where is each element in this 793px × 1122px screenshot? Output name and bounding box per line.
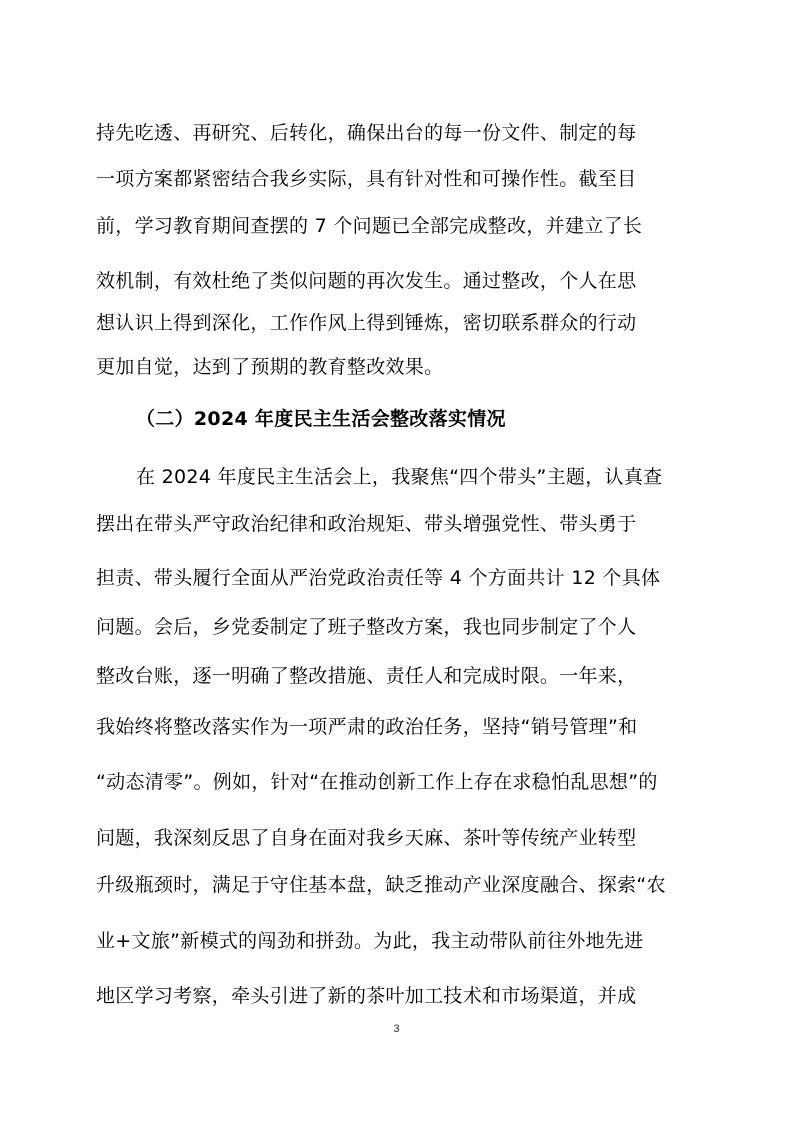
section-heading: （二）2024 年度民主生活会整改落实情况	[136, 408, 506, 430]
text-line: 前，学习教育期间查摆的 7 个问题已全部完成整改，并建立了长	[96, 215, 643, 237]
text-line: 在 2024 年度民主生活会上，我聚焦“四个带头”主题，认真查	[136, 466, 663, 488]
text-line: 摆出在带头严守政治纪律和政治规矩、带头增强党性、带头勇于	[96, 513, 637, 535]
text-line: 想认识上得到深化，工作作风上得到锤炼，密切联系群众的行动	[96, 312, 637, 334]
text-line: “动态清零”。例如，针对“在推动创新工作上存在求稳怕乱思想”的	[96, 771, 658, 793]
text-line: 问题。会后，乡党委制定了班子整改方案，我也同步制定了个人	[96, 616, 637, 638]
text-line: 问题，我深刻反思了自身在面对我乡天麻、茶叶等传统产业转型	[96, 827, 637, 849]
text-line: 持先吃透、再研究、后转化，确保出台的每一份文件、制定的每	[96, 122, 637, 144]
text-line: 整改台账，逐一明确了整改措施、责任人和完成时限。一年来，	[96, 665, 637, 687]
text-line: 更加自觉，达到了预期的教育整改效果。	[96, 356, 444, 378]
text-line: 一项方案都紧密结合我乡实际，具有针对性和可操作性。截至目	[96, 168, 637, 190]
text-line: 升级瓶颈时，满足于守住基本盘，缺乏推动产业深度融合、探索“农	[96, 874, 666, 896]
text-line: 地区学习考察，牵头引进了新的茶叶加工技术和市场渠道，并成	[96, 985, 637, 1007]
text-line: 效机制，有效杜绝了类似问题的再次发生。通过整改，个人在思	[96, 270, 637, 292]
text-line: 我始终将整改落实作为一项严肃的政治任务，坚持“销号管理”和	[96, 716, 638, 738]
text-line: 业+文旅”新模式的闯劲和拼劲。为此，我主动带队前往外地先进	[96, 930, 644, 952]
page-number: 3	[393, 1023, 400, 1035]
text-line: 担责、带头履行全面从严治党政治责任等 4 个方面共计 12 个具体	[96, 567, 661, 589]
